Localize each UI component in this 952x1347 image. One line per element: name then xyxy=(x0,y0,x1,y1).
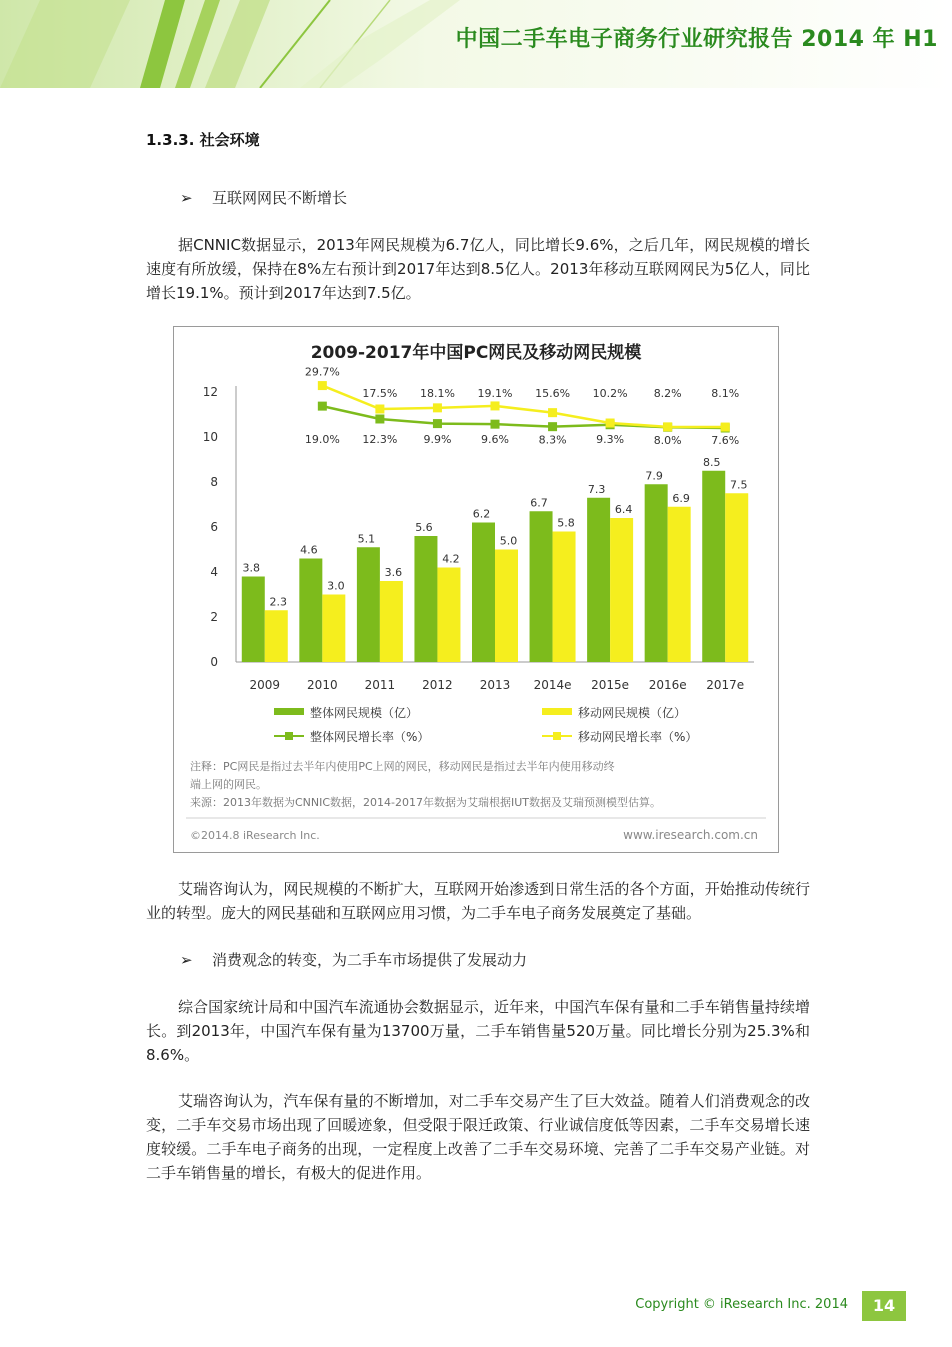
growth-point xyxy=(548,422,557,431)
x-tick-label: 2012 xyxy=(422,678,453,692)
growth-value-label: 7.6% xyxy=(711,434,740,448)
bar-value-label: 8.5 xyxy=(702,455,721,469)
page-number: 14 xyxy=(862,1291,906,1321)
x-tick-label: 2009 xyxy=(249,678,281,692)
bar-overall xyxy=(645,484,668,662)
x-tick-label: 2010 xyxy=(307,678,338,692)
bar-overall xyxy=(702,471,725,662)
legend-swatch xyxy=(542,708,572,715)
growth-value-label: 9.3% xyxy=(596,433,625,446)
legend-label: 移动网民规模（亿） xyxy=(578,706,687,720)
bar-value-label: 3.6 xyxy=(384,566,403,579)
y-tick-label: 8 xyxy=(210,475,218,489)
paragraph: 综合国家统计局和中国汽车流通协会数据显示，近年来，中国汽车保有量和二手车销售量持续增长。到2013年，中国汽车保有量为13700万量，二手车销售量520万量。同比增长分别为25.3%和8.6%。 xyxy=(146,998,810,1064)
bullet-item xyxy=(180,187,347,208)
bar-value-label: 7.5 xyxy=(729,478,748,492)
legend-label: 整体网民增长率（%） xyxy=(310,730,430,744)
legend-label: 移动网民增长率（%） xyxy=(578,730,698,744)
bar-overall xyxy=(357,547,380,662)
x-tick-label: 2016e xyxy=(648,678,687,692)
legend-marker xyxy=(285,732,293,740)
growth-value-label: 8.1% xyxy=(711,387,740,400)
growth-point xyxy=(433,403,442,412)
bar-value-label: 5.8 xyxy=(557,516,575,530)
y-tick-label: 4 xyxy=(210,565,218,579)
bar-overall xyxy=(414,536,437,662)
section-heading: 1.3.3. 社会环境 xyxy=(146,131,260,149)
bar-value-label: 4.6 xyxy=(300,543,318,557)
growth-point xyxy=(433,419,442,428)
chart-note: 注释：PC网民是指过去半年内使用PC上网的网民，移动网民是指过去半年内使用移动终 xyxy=(190,760,615,773)
bar-value-label: 3.8 xyxy=(242,561,261,575)
paragraph: 艾瑞咨询认为，汽车保有量的不断增加，对二手车交易产生了巨大效益。随着人们消费观念的改变，二手车交易市场出现了回暖迹象，但受限于限迁政策、行业诚信度低等因素，二手车交易增长速度较缓。二手车电子商务的出现，一定程度上改善了二手车交易环境、完善了二手车交易产业链。对二手车销售量的增长，有极大的促进作用。 xyxy=(146,1092,810,1182)
growth-value-label: 19.1% xyxy=(477,387,513,400)
bar-value-label: 2.3 xyxy=(269,595,288,609)
chart-copyright: ©2014.8 iResearch Inc. xyxy=(190,829,320,842)
growth-value-label: 8.2% xyxy=(653,387,682,400)
bar-mobile xyxy=(437,568,460,663)
chart-note-cont: 端上网的网民。 xyxy=(190,778,267,791)
x-tick-label: 2011 xyxy=(364,678,396,692)
growth-value-label: 8.0% xyxy=(653,434,682,448)
growth-point xyxy=(375,414,384,423)
growth-point xyxy=(663,422,672,431)
bullet-item xyxy=(180,949,527,970)
growth-value-label: 10.2% xyxy=(592,387,628,400)
y-tick-label: 2 xyxy=(210,610,218,624)
bar-value-label: 3.0 xyxy=(327,579,345,593)
header-title: 中国二手车电子商务行业研究报告 2014 年 H1 xyxy=(455,27,938,52)
growth-point xyxy=(721,423,730,432)
bullet-text: 互联网网民不断增长 xyxy=(212,189,348,207)
bar-mobile xyxy=(495,550,518,663)
bar-mobile xyxy=(380,581,403,662)
bar-overall xyxy=(472,523,495,663)
growth-value-label: 17.5% xyxy=(362,387,398,400)
bar-value-label: 7.9 xyxy=(645,469,663,483)
chart-figure xyxy=(173,326,779,853)
bar-value-label: 5.0 xyxy=(499,534,518,548)
growth-point xyxy=(375,405,384,414)
growth-point xyxy=(318,381,327,390)
legend-marker xyxy=(553,732,561,740)
bar-value-label: 6.4 xyxy=(614,503,633,516)
bar-value-label: 6.2 xyxy=(472,507,491,521)
x-tick-label: 2014e xyxy=(533,678,572,692)
bar-overall xyxy=(299,559,322,663)
growth-point xyxy=(318,402,327,411)
footer-copyright: Copyright © iResearch Inc. 2014 xyxy=(635,1297,848,1312)
x-tick-label: 2013 xyxy=(479,678,511,692)
growth-value-label: 15.6% xyxy=(535,387,571,400)
growth-value-label: 18.1% xyxy=(419,387,455,400)
bar-overall xyxy=(530,511,553,662)
x-tick-label: 2015e xyxy=(591,678,630,692)
growth-value-label: 9.9% xyxy=(423,433,452,446)
bar-value-label: 6.7 xyxy=(530,496,548,510)
bar-mobile xyxy=(265,610,288,662)
chart-title: 2009-2017年中国PC网民及移动网民规模 xyxy=(310,343,642,363)
growth-point xyxy=(491,401,500,410)
x-tick-label: 2017e xyxy=(706,678,745,692)
bar-value-label: 5.1 xyxy=(357,532,376,546)
bar-value-label: 6.9 xyxy=(672,491,690,505)
arrow-bullet-icon: ➢ xyxy=(180,951,193,969)
growth-value-label: 29.7% xyxy=(304,365,340,379)
chart-source: 来源：2013年数据为CNNIC数据，2014-2017年数据为艾瑞根据IUT数据及艾瑞预测模型估算。 xyxy=(190,796,662,809)
growth-value-label: 12.3% xyxy=(362,433,398,446)
bar-value-label: 5.6 xyxy=(415,521,433,534)
y-tick-label: 12 xyxy=(202,385,218,399)
growth-point xyxy=(548,408,557,417)
bar-mobile xyxy=(725,493,748,662)
growth-point xyxy=(606,419,615,428)
bar-value-label: 4.2 xyxy=(442,552,460,566)
bar-mobile xyxy=(553,532,576,663)
growth-value-label: 19.0% xyxy=(304,433,340,446)
bar-mobile xyxy=(668,507,691,662)
arrow-bullet-icon: ➢ xyxy=(180,189,193,207)
bar-overall xyxy=(587,498,610,662)
chart-website: www.iresearch.com.cn xyxy=(623,828,758,842)
y-tick-label: 0 xyxy=(210,655,218,669)
legend-swatch xyxy=(274,708,304,715)
y-tick-label: 6 xyxy=(210,520,218,534)
chart-svg xyxy=(174,327,778,852)
bar-value-label: 7.3 xyxy=(587,482,606,496)
growth-value-label: 9.6% xyxy=(481,433,509,446)
page-header xyxy=(0,0,952,88)
growth-value-label: 8.3% xyxy=(538,433,567,447)
paragraph: 据CNNIC数据显示，2013年网民规模为6.7亿人，同比增长9.6%，之后几年，网民规模的增长速度有所放缓，保持在8%左右预计到2017年达到8.5亿人。2013年移动互联网网民为5亿人，同比增长19.1%。预计到2017年达到7.5亿。 xyxy=(146,236,810,302)
bar-mobile xyxy=(322,595,345,663)
bullet-text: 消费观念的转变，为二手车市场提供了发展动力 xyxy=(212,951,528,969)
growth-point xyxy=(491,420,500,429)
bar-overall xyxy=(242,577,265,663)
bar-mobile xyxy=(610,518,633,662)
y-tick-label: 10 xyxy=(202,430,218,444)
legend-label: 整体网民规模（亿） xyxy=(310,706,419,720)
paragraph: 艾瑞咨询认为，网民规模的不断扩大，互联网开始渗透到日常生活的各个方面，开始推动传统行业的转型。庞大的网民基础和互联网应用习惯，为二手车电子商务发展奠定了基础。 xyxy=(146,880,810,922)
